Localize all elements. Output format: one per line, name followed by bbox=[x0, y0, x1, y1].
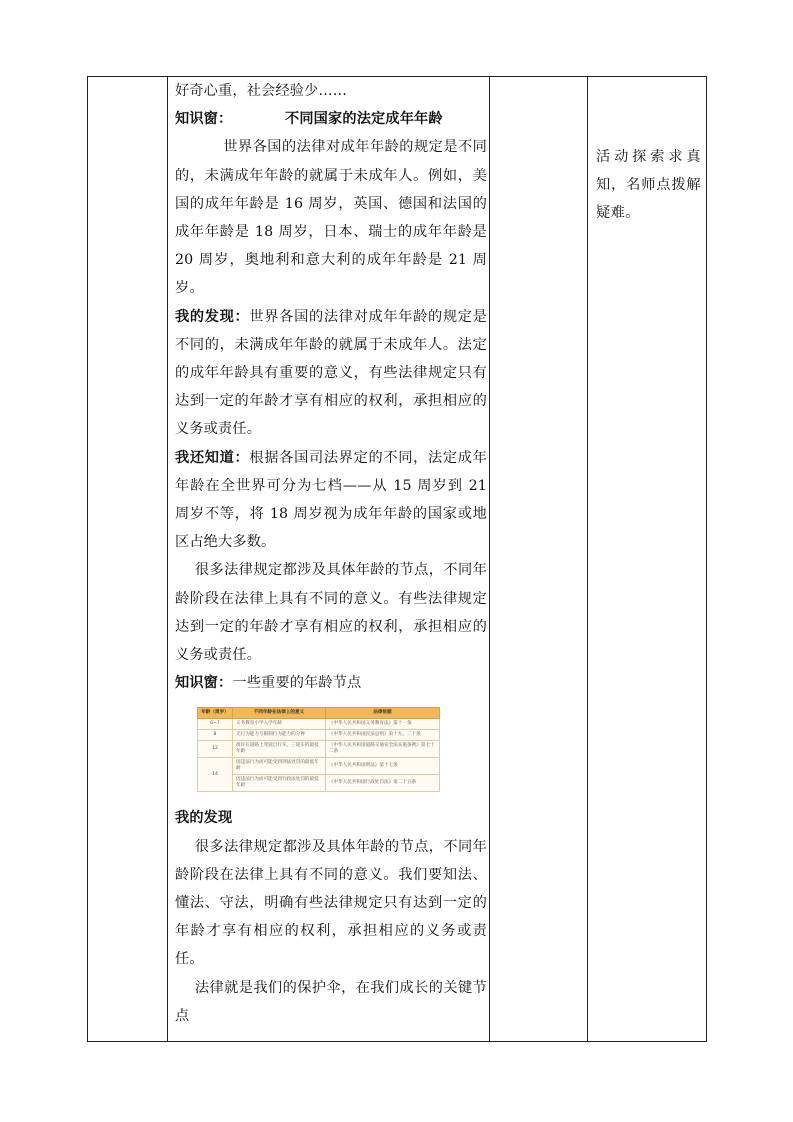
table-row bbox=[198, 775, 440, 792]
table-cell: 准许在道路上驾驶自行车、三轮车的最低年龄 bbox=[233, 741, 326, 758]
table-header: 不同年龄在法律上的意义 bbox=[233, 708, 326, 719]
label: 我还知道： bbox=[175, 449, 250, 466]
column-divider bbox=[587, 77, 588, 1041]
table-cell: 义务教育小学入学年龄 bbox=[233, 719, 326, 730]
label: 我的发现： bbox=[175, 308, 250, 325]
heading-label: 知识窗： bbox=[175, 675, 233, 692]
table-header: 法律依据 bbox=[325, 708, 439, 719]
knowledge-window-heading bbox=[175, 105, 487, 133]
table-cell: 8 bbox=[198, 730, 233, 741]
heading-label: 知识窗： bbox=[175, 111, 233, 128]
table-cell: 12 bbox=[198, 741, 233, 758]
paragraph bbox=[175, 303, 487, 444]
table-header: 年龄（周岁） bbox=[198, 708, 233, 719]
column-divider bbox=[489, 77, 490, 1041]
table-cell: 14 bbox=[198, 758, 233, 792]
age-table-image bbox=[197, 707, 440, 792]
table-cell: 《中华人民共和国道路交通安全法实施条例》第七十二条 bbox=[325, 741, 439, 758]
column-divider bbox=[167, 77, 168, 1041]
paragraph bbox=[175, 444, 487, 557]
paragraph: 世界各国的法律对成年年龄的规定是不同的，未满成年年龄的就属于未成年人。例如，美国的成年年龄是 16 周岁，英国、德国和法国的成年年龄是 18 周岁，日本、瑞士的成年年龄是 20 周岁，奥地利和意大利的成年年龄是 21 周岁。 bbox=[175, 139, 487, 297]
table-cell: 《中华人民共和国民法总则》第十九、二十条 bbox=[325, 730, 439, 741]
lesson-table bbox=[87, 76, 707, 1042]
age-table bbox=[197, 707, 440, 792]
table-cell: 《中华人民共和国刑法》第十七条 bbox=[325, 758, 439, 775]
knowledge-window-heading bbox=[175, 669, 487, 697]
table-cell: 《中华人民共和国行政处罚法》第二十五条 bbox=[325, 775, 439, 792]
text: 根据各国司法界定的不同，法定成年年龄在全世界可分为七档——从 15 周岁到 21 周岁不等，将 18 周岁视为成年年龄的国家或地区占绝大多数。 bbox=[175, 449, 487, 551]
table-cell: 无行为能力与限制行为能力的分界 bbox=[233, 730, 326, 741]
section-heading: 我的发现 bbox=[175, 810, 233, 827]
table-row bbox=[198, 730, 440, 741]
table-cell: 因违法行为而可能受到刑法处罚的最低年龄 bbox=[233, 758, 326, 775]
table-cell: 因违法行为而可能受到行政法处罚的最低年龄 bbox=[233, 775, 326, 792]
activity-content bbox=[175, 77, 487, 1030]
table-cell: 6~7 bbox=[198, 719, 233, 730]
table-cell: 《中华人民共和国义务教育法》第十一条 bbox=[325, 719, 439, 730]
design-intent-note: 活动探索求真知，名师点拨解疑难。 bbox=[596, 149, 701, 221]
text: 世界各国的法律对成年年龄的规定是不同的，未满成年年龄的就属于未成年人。法定的成年年龄具有重要的意义，有些法律规定只有达到一定的年龄才享有相应的权利，承担相应的义务或责任。 bbox=[175, 308, 487, 438]
paragraph: 很多法律规定都涉及具体年龄的节点，不同年龄阶段在法律上具有不同的意义。我们要知法、懂法、守法，明确有些法律规定只有达到一定的年龄才享有相应的权利，承担相应的义务或责任。 bbox=[175, 838, 487, 968]
table-row bbox=[198, 741, 440, 758]
paragraph: 好奇心重，社会经验少…… bbox=[175, 83, 348, 99]
paragraph: 很多法律规定都涉及具体年龄的节点，不同年龄阶段在法律上具有不同的意义。有些法律规定达到一定的年龄才享有相应的权利，承担相应的义务或责任。 bbox=[175, 562, 487, 664]
heading-title: 不同国家的法定成年年龄 bbox=[285, 111, 443, 128]
table-row bbox=[198, 758, 440, 775]
paragraph: 法律就是我们的保护伞，在我们成长的关键节点 bbox=[175, 979, 487, 1024]
heading-title: 一些重要的年龄节点 bbox=[232, 675, 362, 692]
table-row bbox=[198, 719, 440, 730]
